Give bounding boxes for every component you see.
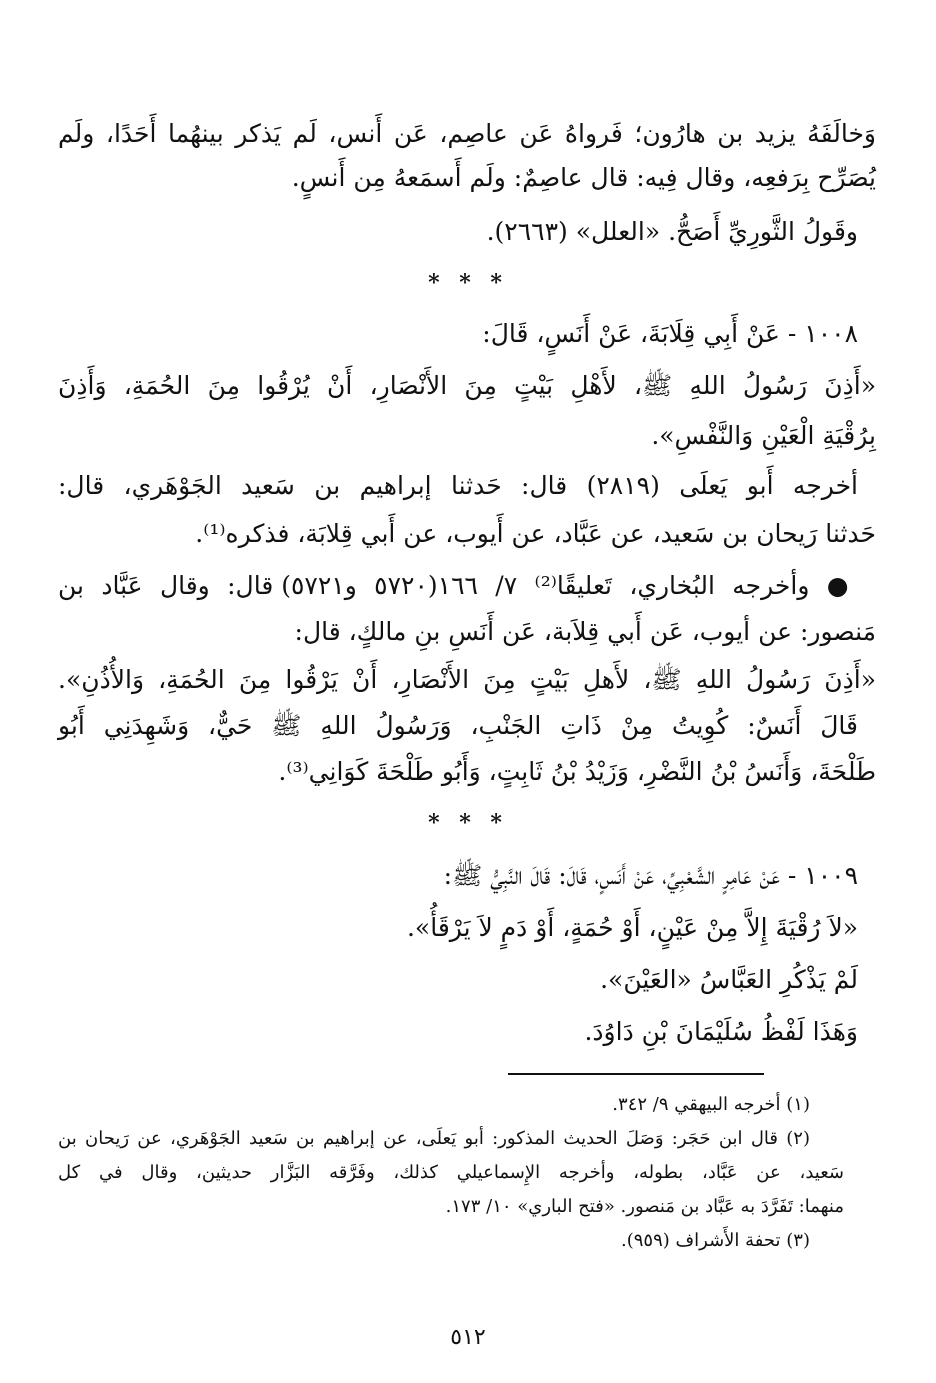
hadith-heading: ١٠٠٩ - عَنْ عَامِرٍ الشَّعْبِيِّ، عَنْ أَنَسٍ، قَالَ: قَالَ النَّبِيُّ ﷺ:	[443, 861, 858, 890]
footnote: (٣) تحفة الأَشراف (٩٥٩).	[620, 1230, 810, 1251]
text-line: وقَولُ الثَّورِيِّ أَصَحُّ. «العلل» (٢٦٦٣).	[486, 217, 858, 246]
text-line: بِرُقْيَةِ الْعَيْنِ وَالنَّفْسِ».	[651, 421, 876, 450]
text-line: «أَذِنَ رَسُولُ اللهِ ﷺ، لأَهْلِ بَيْتٍ مِنَ الأَنْصَارِ، أَنْ يُرْقُوا مِنَ الحُمَةِ، وَأَذِنَ	[58, 371, 876, 400]
text-line: أخرجه أَبو يَعلَى (٢٨١٩) قال: حَدثنا إبراهيم بن سَعيد الجَوْهَري، قال:	[58, 471, 858, 500]
text-line: لَمْ يَذْكُرِ العَبَّاسُ «العَيْنَ».	[600, 965, 858, 994]
footnote: منهما: تَفَرَّدَ به عَبَّاد بن مَنصور. «فتح الباري» ١٠/ ١٧٣.	[445, 1196, 844, 1217]
text-line: «أَذِنَ رَسُولُ اللهِ ﷺ، لأَهلِ بَيْتٍ مِنَ الأَنْصَارِ، أَنْ يَرْقُوا مِنَ الحُمَةِ، وَالأُذُنِ».	[58, 665, 876, 694]
page-number: ٥١٢	[450, 1325, 486, 1350]
text-line: وَخالَفَهُ يزيد بن هارُون؛ فَرواهُ عَن عاصِم، عَن أَنس، لَم يَذكر بينهُما أَحَدًا، ولَم	[58, 119, 876, 148]
text-line: مَنصور: عن أيوب، عَن أَبي قِلاَبة، عَن أَنَسِ بنِ مالكٍ، قال:	[294, 617, 876, 646]
section-separator: * * *	[428, 810, 508, 836]
footnote: (١) أخرجه البيهقي ٩/ ٣٤٢.	[612, 1094, 810, 1115]
hadith-heading: ١٠٠٨ - عَنْ أَبِي قِلَابَةَ، عَنْ أَنَسٍ، قَالَ:	[482, 319, 858, 348]
section-separator: * * *	[428, 270, 508, 296]
text-line: يُصَرِّح بِرَفعِه، وقال فِيه: قال عاصِمٌ: ولَم أَسمَعهُ مِن أَنسٍ.	[291, 163, 876, 192]
text-line: وَهَذَا لَفْظُ سُلَيْمَانَ بْنِ دَاوُدَ.	[584, 1017, 858, 1046]
text-line: حَدثنا رَيحان بن سَعيد، عن عَبَّاد، عن أَيوب، عن أَبي قِلابَة، فذكره⁽¹⁾.	[195, 519, 876, 548]
text-line: ● وأخرجه البُخاري، تَعليقًا⁽²⁾ ٧/ ١٦٦(٥٧٢٠ و٥٧٢١) قال: وقال عَبَّاد بن	[58, 571, 859, 600]
text-line: طَلْحَةَ، وَأَنَسُ بْنُ النَّضْرِ، وَزَيْدُ بْنُ ثَابِتٍ، وَأَبُو طَلْحَةَ كَوَانِي⁽³⁾.	[278, 757, 876, 786]
text-line: قَالَ أَنَسٌ: كُوِيتُ مِنْ ذَاتِ الجَنْبِ، وَرَسُولُ اللهِ ﷺ حَيٌّ، وَشَهِدَنِي أَبُو	[58, 711, 858, 740]
text-line: «لاَ رُقْيَةَ إِلاَّ مِنْ عَيْنٍ، أَوْ حُمَةٍ، أَوْ دَمٍ لاَ يَرْقَأُ».	[406, 913, 858, 942]
footnote: (٢) قال ابن حَجَر: وَصَلَ الحديث المذكور: أبو يَعلَى، عن إبراهيم بن سَعيد الجَوْهَري، عن رَيحان بن	[58, 1128, 810, 1149]
footnote-rule	[508, 1073, 764, 1075]
footnote: سَعيد، عن عَبَّاد، بطوله، وأخرجه الإِسماعيلي كذلك، وفَرَّقه البَزَّار حديثين، وقال في كل	[58, 1162, 844, 1183]
